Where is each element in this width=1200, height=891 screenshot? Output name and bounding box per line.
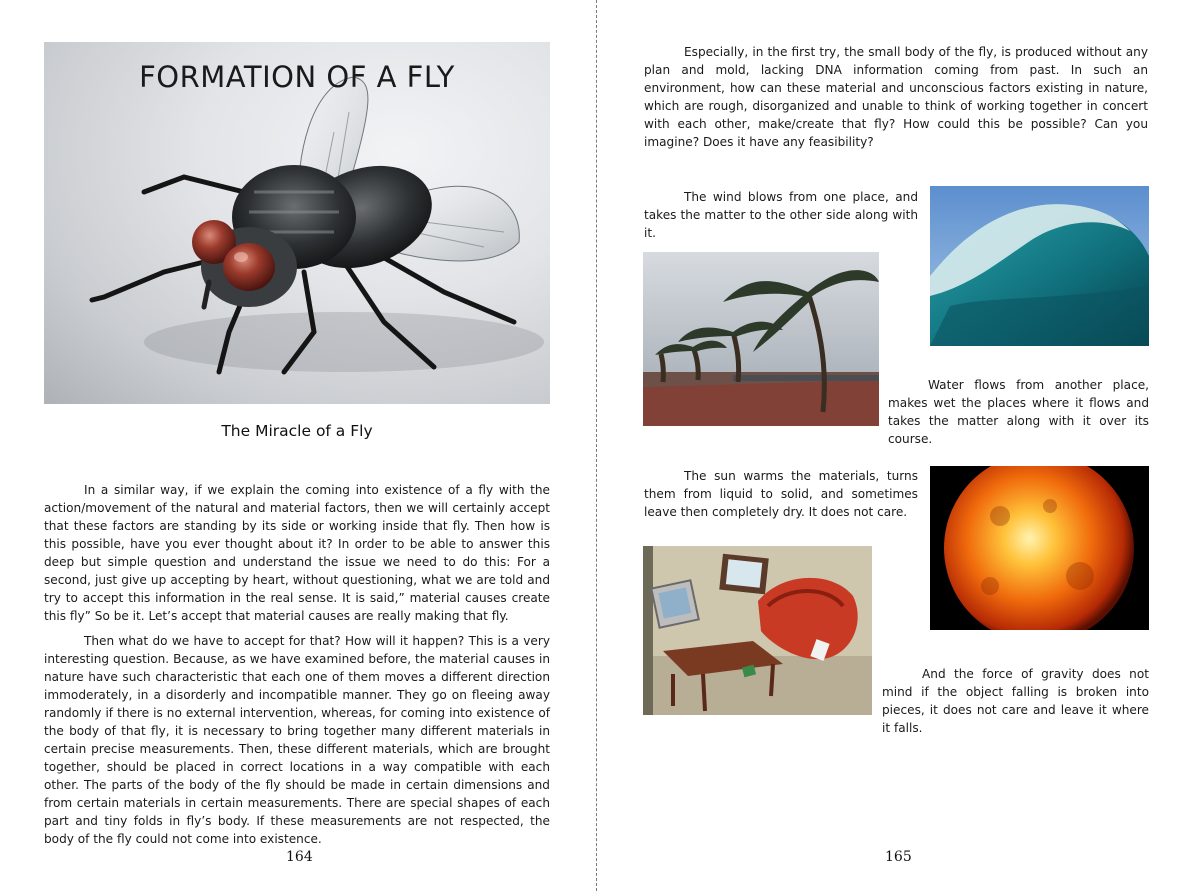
- body-paragraph-1: In a similar way, if we explain the coming into existence of a fly with the action/movement of the natural and material factors, then we will certainly accept that these factors are standing by its side or working inside that fly. Then how is this possible, have you ever thought about it? In order to be able to answer this deep but simple question and understand the issue we need to do this: For a second, just give up accepting by heart, without questioning, what we are told and try to accept this information in the real sense. It is said,” material causes create this fly” So be it. Let’s accept that material causes are really making that fly.: [44, 483, 550, 623]
- wind-paragraph: The wind blows from one place, and takes the matter to the other side along with it.: [644, 190, 918, 240]
- windblown-palms-photo: [643, 252, 879, 426]
- body-paragraph-3: Especially, in the first try, the small body of the fly, is produced without any plan and mold, lacking DNA information coming from past. In such an environment, how can these material and unconscious factors existing in nature, which are rough, disorganized and unable to think of working together in concert with each other, make/create that fly? How could this be possible? Can you imagine? Does it have any feasibility?: [644, 45, 1148, 149]
- hero-title: FORMATION OF A FLY: [139, 60, 455, 94]
- water-paragraph: Water flows from another place, makes wet the places where it flows and takes the matter along with it over its course.: [888, 378, 1149, 446]
- page-number: 165: [885, 849, 912, 865]
- page-number: 164: [286, 849, 313, 865]
- right-page: [598, 0, 1200, 891]
- gravity-paragraph: And the force of gravity does not mind if the object falling is broken into pieces, it does not care and leave it where it falls.: [882, 667, 1149, 735]
- left-page: [0, 0, 597, 891]
- page-divider: [596, 0, 597, 891]
- figure-caption: The Miracle of a Fly: [221, 422, 373, 440]
- ocean-wave-photo: [930, 186, 1149, 346]
- fly-photo: [44, 42, 550, 404]
- sun-paragraph: The sun warms the materials, turns them from liquid to solid, and sometimes leave then completely dry. It does not care.: [644, 469, 918, 519]
- falling-furniture-photo: [643, 546, 872, 715]
- sun-photo: [930, 466, 1149, 630]
- body-paragraph-2: Then what do we have to accept for that? How will it happen? This is a very interesting question. Because, as we have examined before, the material causes in nature have such characteristic that each one of them moves a different direction immoderately, in a disorderly and incompatible manner. They go on fleeing away randomly if there is no external intervention, whereas, for coming into existence of the body of that fly, it is necessary to bring together many different materials in certain precise measurements. Then, these different materials, which are brought together, should be placed in correct locations in a way compatible with each other. The parts of the body of the fly should be made in certain dimensions and from certain materials in certain measurements. There are special shapes of each part and tiny folds in fly’s body. If these measurements are not respected, the body of the fly could not come into existence.: [44, 634, 550, 846]
